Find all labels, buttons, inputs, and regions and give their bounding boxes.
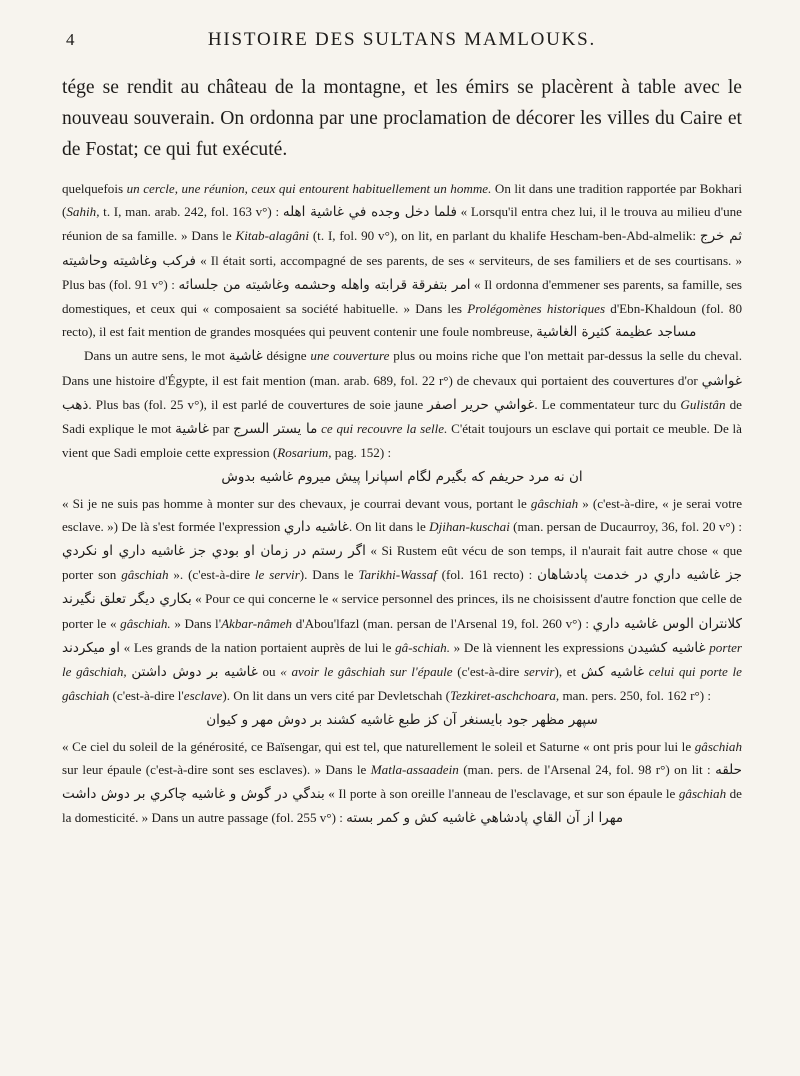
note-text: On lit dans une tradition rapportée par Bokhari ( xyxy=(62,181,742,220)
note-text: pag. 152) : xyxy=(331,445,392,461)
note-text: sur leur épaule (c'est-à-dire sont ses esclaves). » Dans le xyxy=(62,761,371,777)
footnote-paragraph xyxy=(62,344,742,464)
note-italic: Rosarium, xyxy=(277,445,332,461)
note-text: « Il ordonna d'emmener ses parents, sa famille, ses domestiques, et ceux qui « composaient sa société habituelle. » Dans les xyxy=(62,276,742,317)
note-italic: Tezkiret-aschchoara, xyxy=(449,688,560,704)
note-text: ». (c'est-à-dire xyxy=(168,567,255,583)
arabic-quote: غواشي ذهب xyxy=(62,372,742,413)
note-italic: gâ-schiah. xyxy=(395,639,451,655)
note-text: « Les grands de la nation portaient auprès de lui le xyxy=(120,639,396,655)
note-text: (c'est-à-dire xyxy=(452,664,524,680)
note-text: « Pour ce qui concerne le « service personnel des princes, ils ne choisissent d'autre fonction que celle de porter le « xyxy=(62,591,742,631)
note-italic: Akbar-nâmeh xyxy=(221,615,293,631)
page-header xyxy=(62,0,742,62)
note-italic: Matla-assaadein xyxy=(370,761,459,777)
arabic-quote: مساجد عظيمة كثيرة الغاشية xyxy=(536,324,697,341)
note-text: C'était toujours un esclave qui portait ce meuble. De là vient que Sadi emploie cette expression ( xyxy=(62,421,742,461)
note-text: « Lorsqu'il entra chez lui, il le trouva au milieu d'une réunion de sa famille. » Dans le xyxy=(62,204,742,244)
note-text: (man. pers. de l'Arsenal 24, fol. 98 r°) on lit : xyxy=(458,761,716,777)
note-italic: Gulistân xyxy=(680,396,726,412)
note-text: . Plus bas (fol. 25 v°), il est parlé de couvertures de soie jaune xyxy=(88,396,428,412)
note-text: (man. persan de Ducaurroy, 36, fol. 20 v°) : xyxy=(509,518,742,534)
note-text: « Il était sorti, accompagné de ses parents, de ses « serviteurs, de ses familiers et de ses courtisans. » Plus bas (fol. 91 v°) : xyxy=(62,252,742,292)
page-number: 4 xyxy=(66,30,75,49)
note-italic: celui qui porte le gâschiah xyxy=(62,664,742,704)
note-italic: servir xyxy=(523,664,555,680)
arabic-quote: غاشيه داري xyxy=(283,518,349,535)
note-italic: esclave xyxy=(183,688,223,704)
arabic-verse-line: ان نه مرد حريفم كه بگيرم لگام اسپانرا پيش ميروم غاشيه بدوش xyxy=(221,469,583,486)
note-text: » De là viennent les expressions xyxy=(450,639,628,655)
note-text: » Dans l' xyxy=(170,615,222,631)
note-text: « Ce ciel du soleil de la générosité, ce Baïsengar, qui est tel, que naturellement le soleil et Saturne « ont pris pour lui le xyxy=(62,738,695,754)
note-italic: gâschiah xyxy=(530,495,579,511)
note-text: ). Dans le xyxy=(299,567,359,583)
arabic-quote: غاشيه بر دوش داشتن xyxy=(131,664,258,681)
footnote xyxy=(62,177,742,830)
note-italic: « avoir le gâschiah sur l'épaule xyxy=(280,664,453,680)
note-text: (t. I, fol. 90 v°), on lit, en parlant du khalife Hescham-ben-Abd-almelik: xyxy=(308,228,700,244)
note-italic: gâschiah xyxy=(678,786,727,802)
note-text: . Le commentateur turc du xyxy=(534,396,681,412)
note-text: « Si je ne suis pas homme à monter sur des chevaux, je courrai devant vous, portant le xyxy=(62,495,531,511)
note-text: t. I, man. arab. 242, fol. 163 v°) : xyxy=(99,204,283,220)
note-text: d'Abou'lfazl (man. persan de l'Arsenal 19, fol. 260 v°) : xyxy=(292,615,593,631)
main-text: tége se rendit au château de la montagne, et les émirs se placèrent à table avec le nouveau souverain. On ordonna par une proclamation de décorer les villes du Caire et de Fostat; ce qui fut exécuté. xyxy=(62,77,742,160)
footnote-paragraph xyxy=(62,177,742,344)
note-italic: un cercle, une réunion, ceux qui entourent habituellement un homme. xyxy=(126,181,492,196)
note-text: Dans un autre sens, le mot xyxy=(84,348,229,364)
arabic-quote: غاشيه كش xyxy=(580,664,645,681)
note-text: (c'est-à-dire l' xyxy=(109,688,184,704)
note-italic: gâschiah xyxy=(121,567,169,583)
note-text: » (c'est-à-dire, « je serai votre esclave. ») De là s'est formée l'expression xyxy=(62,495,743,534)
arabic-quote: ما يستر السرج xyxy=(233,421,318,438)
arabic-quote: غاشية xyxy=(175,421,209,438)
note-italic: gâschiah xyxy=(694,738,742,754)
arabic-quote: اگر رستم در زمان او بودي جز غاشيه داري او نكردي xyxy=(62,543,366,560)
note-text: ). On lit dans un vers cité par Devletschah ( xyxy=(222,688,450,704)
footnote-paragraph xyxy=(62,492,742,708)
note-text: « Si Rustem eût vécu de son temps, il n'aurait fait autre chose « que porter son xyxy=(62,543,742,583)
arabic-quote: غاشية xyxy=(228,348,263,365)
arabic-quote: مهرا از آن القاي پادشاهي غاشيه كش و كمر بسته xyxy=(346,810,624,827)
note-text: de Sadi explique le mot xyxy=(62,396,742,437)
note-italic: porter le gâschiah, xyxy=(62,639,742,680)
arabic-verse-line: سپهر مظهر جود بايسنغر آن كز طبع غاشيه كشند بر دوش مهر و كيوان xyxy=(206,712,598,729)
note-italic: une couverture xyxy=(310,348,390,364)
note-italic: Sahih, xyxy=(66,204,100,220)
note-italic: gâschiah. xyxy=(120,615,171,631)
arabic-quote: غاشيه كشيدن xyxy=(627,639,706,656)
arabic-quote: امر بتفرقة قرابته واهله وحشمه وغاشيته من جلسائه xyxy=(178,276,471,293)
arabic-quote: فلما دخل وجده في غاشية اهله xyxy=(282,204,457,221)
note-text: plus ou moins riche que l'on mettait par-dessus la selle du cheval. Dans une histoire d'Égypte, il est fait mention (man. arab. 689, fol. 22 r°) de chevaux qui portaient des couvertures d'or xyxy=(62,348,742,388)
note-text: « Il porte à son oreille l'anneau de l'esclavage, et sur son épaule le xyxy=(324,786,679,802)
running-head: HISTOIRE DES SULTANS MAMLOUKS. xyxy=(207,29,597,50)
note-text: ou xyxy=(257,664,281,680)
arabic-quote: كلانتران الوس غاشيه داري او ميكردند xyxy=(62,615,742,656)
note-italic: ce qui recouvre la selle. xyxy=(321,421,448,437)
arabic-quote: ثم خرج فركب وغاشيته وحاشيته xyxy=(62,228,742,269)
note-text: désigne xyxy=(262,348,311,364)
note-text: (fol. 161 recto) : xyxy=(436,567,538,583)
note-text: de la domesticité. » Dans un autre passage (fol. 255 v°) : xyxy=(62,786,742,826)
note-italic: Kitab-alagâni xyxy=(235,228,309,244)
note-italic: Prolégomènes historiques xyxy=(467,301,606,317)
note-text: . On lit dans le xyxy=(348,518,430,534)
note-italic: Djihan-kuschai xyxy=(429,518,510,534)
note-text: ), et xyxy=(554,664,581,680)
arabic-quote: غواشي حرير اصفر xyxy=(427,396,535,413)
note-text: quelquefois xyxy=(62,181,127,196)
note-italic: le servir xyxy=(254,567,300,583)
note-italic: Tarikhi-Wassaf xyxy=(358,567,437,583)
note-text: man. pers. 250, fol. 162 r°) : xyxy=(559,688,711,704)
note-text: d'Ebn-Khaldoun (fol. 80 recto), il est fait mention de grandes mosquées qui peuvent contenir une foule nombreuse, xyxy=(62,301,742,340)
note-text: par xyxy=(208,421,234,437)
footnote-paragraph xyxy=(62,735,742,831)
arabic-quote: جز غاشيه داري در خدمت پادشاهان بكاري ديگر تعلق نگيرند xyxy=(62,567,742,608)
arabic-quote: حلقه بندگي در گوش و غاشيه چاكري بر دوش داشت xyxy=(62,761,742,803)
